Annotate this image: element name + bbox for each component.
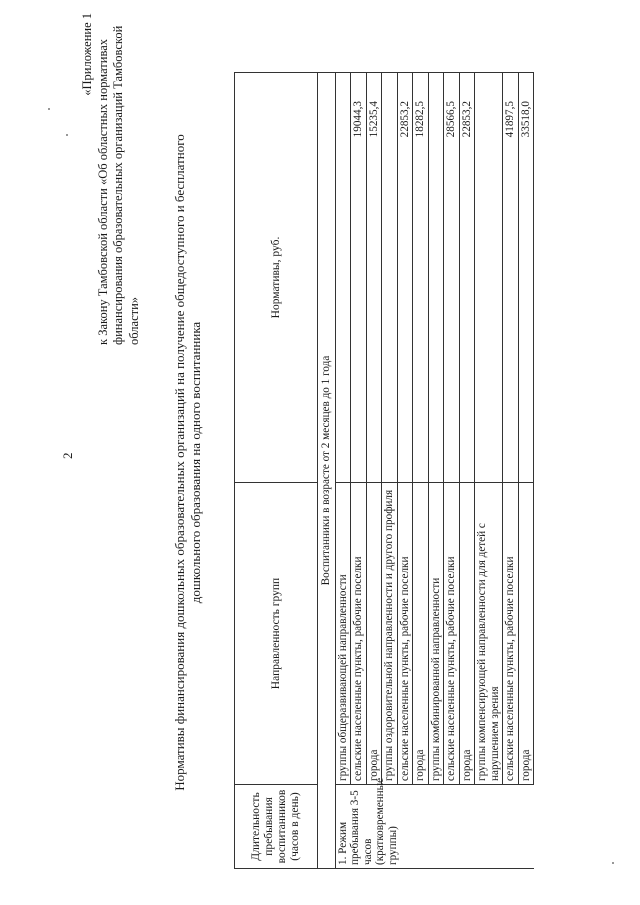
norm-value — [475, 73, 503, 483]
table-row — [503, 73, 519, 869]
table-row — [335, 73, 351, 869]
table-row — [397, 73, 413, 869]
appendix-line: финансирования образовательных организаций Тамбовской — [111, 25, 125, 345]
direction-cell: группы комбинированной направленности — [428, 483, 444, 785]
table-row — [413, 73, 429, 869]
direction-cell: группы компенсирующей направленности для детей с нарушением зрения — [475, 483, 503, 785]
norm-value: 18282,5 — [413, 73, 429, 483]
document-title-line: Нормативы финансирования дошкольных образовательных организаций на получение общедоступного и бесплатного — [172, 134, 187, 791]
appendix-line: к Закону Тамбовской области «Об областных нормативах — [95, 39, 110, 345]
norm-value: 22853,2 — [459, 73, 475, 483]
header-norm: Нормативы, руб. — [235, 73, 318, 483]
direction-cell: города — [366, 483, 382, 785]
norm-value: 41897,5 — [503, 73, 519, 483]
header-duration: Длительность пребывания воспитанников (часов в день) — [235, 785, 318, 869]
duration-note: (кратковременные группы) — [374, 777, 399, 865]
direction-cell: группы общеразвивающей направленности — [335, 483, 351, 785]
direction-cell: города — [413, 483, 429, 785]
norm-value — [335, 73, 351, 483]
table-row — [366, 73, 382, 869]
header-direction: Направленность групп — [235, 483, 318, 785]
appendix-title: «Приложение 1 — [80, 13, 94, 96]
norms-table — [234, 72, 534, 869]
direction-cell: сельские населенные пункты, рабочие поселки — [503, 483, 519, 785]
direction-cell: города — [459, 483, 475, 785]
appendix-header — [80, 13, 142, 345]
direction-cell: сельские населенные пункты, рабочие поселки — [351, 483, 367, 785]
document-title — [172, 50, 204, 875]
table-row — [351, 73, 367, 869]
appendix-line: области» — [126, 296, 141, 345]
norm-value — [428, 73, 444, 483]
table-row — [382, 73, 398, 869]
table-row — [518, 73, 534, 869]
norm-value: 22853,2 — [397, 73, 413, 483]
duration-cell — [335, 777, 534, 869]
table-row — [459, 73, 475, 869]
norm-value: 33518,0 — [518, 73, 534, 483]
norm-value: 19044,3 — [351, 73, 367, 483]
document-title-line: дошкольного образования на одного воспитанника — [188, 321, 203, 604]
table-header-row — [235, 73, 318, 869]
direction-cell: сельские населенные пункты, рабочие поселки — [397, 483, 413, 785]
section-row — [318, 73, 336, 869]
direction-cell: группы оздоровительной направленности и другого профиля — [382, 483, 398, 785]
table-row — [444, 73, 460, 869]
section-label: Воспитанники в возрасте от 2 месяцев до 1 года — [318, 73, 336, 869]
norm-value — [382, 73, 398, 483]
duration-mode: 1. Режим пребывания 3-5 часов — [336, 790, 374, 865]
norm-value: 15235,4 — [366, 73, 382, 483]
table-row — [428, 73, 444, 869]
direction-cell: сельские населенные пункты, рабочие поселки — [444, 483, 460, 785]
norm-value: 28566,5 — [444, 73, 460, 483]
direction-cell: города — [518, 483, 534, 785]
table-row — [475, 73, 503, 869]
page-number: 2 — [60, 452, 75, 459]
